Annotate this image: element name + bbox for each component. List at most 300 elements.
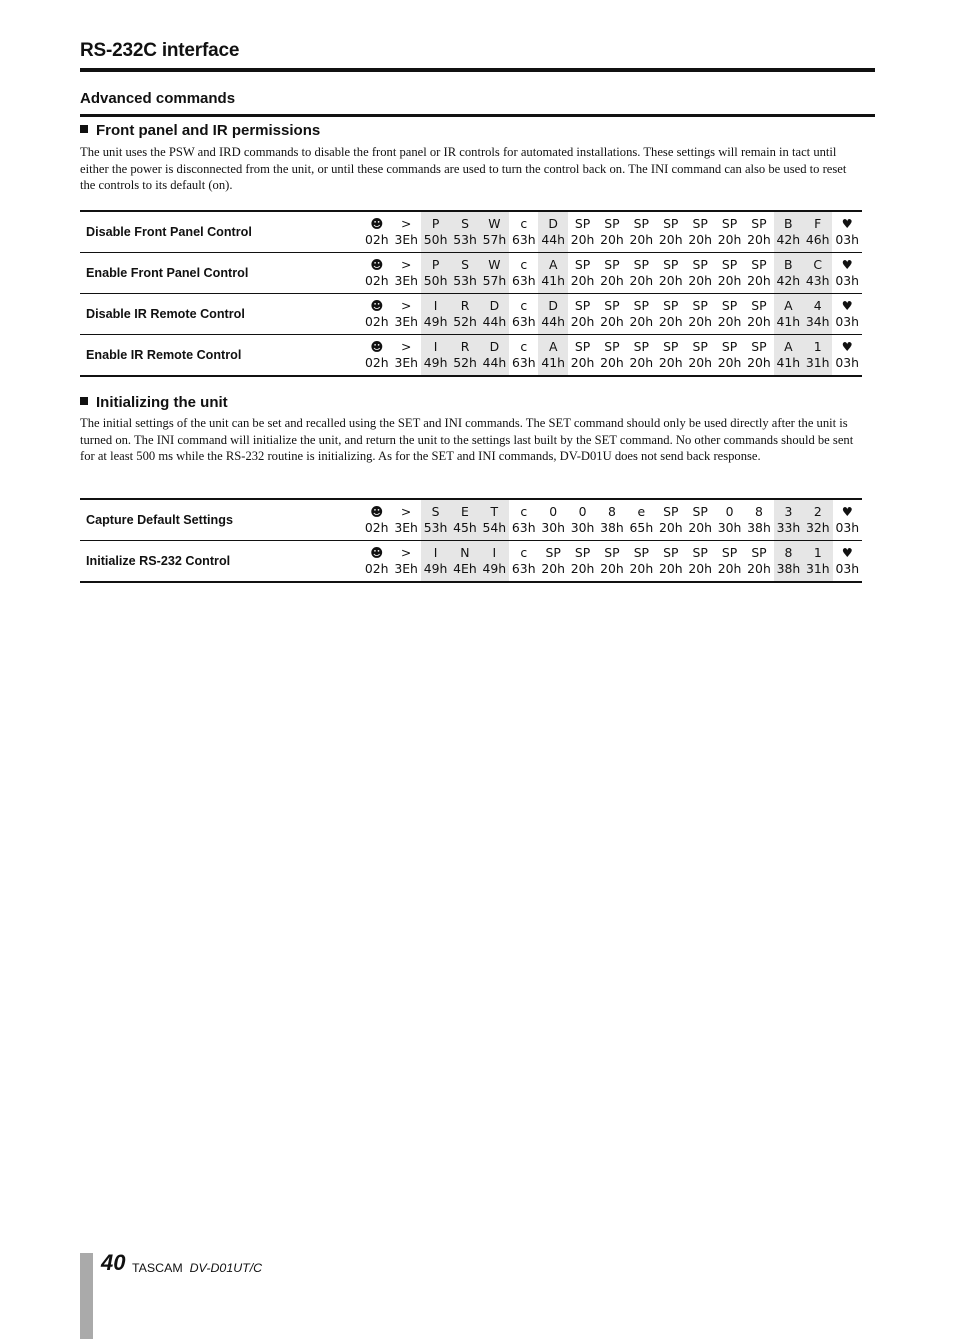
byte-cell: [685, 541, 714, 583]
byte-hex: 41h: [541, 355, 565, 370]
byte-hex: 02h: [365, 314, 389, 329]
byte-cell: [774, 253, 803, 294]
byte-char: 0: [725, 504, 734, 519]
byte-cell: [480, 211, 509, 253]
byte-char: I: [492, 545, 497, 560]
command-label: Enable IR Remote Control: [86, 348, 242, 362]
byte-cell: [392, 335, 421, 377]
byte-char: SP: [663, 298, 679, 313]
byte-char: ☻: [370, 257, 384, 272]
byte-cell: [685, 211, 714, 253]
byte-char: ☻: [370, 339, 384, 354]
section-rule: [80, 114, 875, 117]
byte-hex: 20h: [570, 561, 595, 576]
byte-char: c: [520, 257, 528, 272]
byte-hex: 3Eh: [394, 314, 419, 329]
byte-char: D: [489, 339, 500, 354]
byte-char: SP: [574, 545, 591, 560]
byte-char: B: [784, 216, 793, 231]
byte-char: SP: [721, 257, 738, 272]
byte-hex: 34h: [805, 314, 830, 329]
byte-cell: [509, 211, 538, 253]
byte-hex: 20h: [688, 232, 712, 247]
byte-char: >: [401, 216, 412, 231]
byte-cell: [568, 541, 597, 583]
byte-char: SP: [663, 504, 679, 519]
byte-cell: [421, 335, 450, 377]
command-row: [80, 499, 862, 541]
byte-char: SP: [721, 216, 738, 231]
byte-hex: 20h: [747, 561, 771, 576]
front-panel-paragraph: The unit uses the PSW and IRD commands to disable the front panel or IR controls for automated installations. These settings will remain in tact until either the power is disconnected from the unit, or until these commands are used to turn the control back on. The INI command can also be used to reset the controls to its default (on).: [80, 145, 847, 193]
byte-hex: 20h: [629, 314, 654, 329]
byte-char: SP: [633, 545, 650, 560]
command-label: Initialize RS-232 Control: [86, 554, 231, 568]
command-row: [80, 335, 862, 377]
byte-hex: 44h: [482, 314, 507, 329]
byte-cell: [685, 253, 714, 294]
byte-cell: [627, 211, 656, 253]
byte-char: SP: [751, 545, 767, 560]
byte-cell: [832, 294, 862, 335]
byte-char: ☻: [370, 545, 384, 560]
byte-cell: [421, 499, 450, 541]
byte-cell: [744, 294, 773, 335]
byte-char: ♥: [841, 504, 853, 519]
byte-char: SP: [574, 257, 591, 272]
byte-char: N: [460, 545, 470, 560]
byte-hex: 42h: [776, 273, 801, 288]
byte-cell: [715, 335, 744, 377]
byte-hex: 30h: [570, 520, 595, 535]
byte-cell: [362, 294, 391, 335]
byte-cell: [568, 335, 597, 377]
byte-char: F: [814, 216, 822, 231]
byte-cell: [656, 499, 685, 541]
byte-char: SP: [692, 298, 708, 313]
byte-hex: 03h: [835, 561, 860, 576]
byte-char: SP: [751, 298, 767, 313]
byte-cell: [774, 335, 803, 377]
byte-char: 3: [784, 504, 793, 519]
byte-hex: 20h: [658, 561, 683, 576]
byte-hex: 44h: [541, 232, 565, 247]
byte-cell: [832, 335, 862, 377]
model-name: DV-D01UT/C: [189, 1261, 263, 1275]
byte-cell: [509, 499, 538, 541]
byte-char: ♥: [841, 216, 853, 231]
byte-hex: 20h: [570, 273, 595, 288]
byte-hex: 20h: [747, 232, 771, 247]
command-row: [80, 294, 862, 335]
byte-hex: 03h: [835, 520, 860, 535]
byte-char: C: [813, 257, 823, 272]
byte-char: SP: [692, 545, 708, 560]
bullet-square-icon: [80, 397, 88, 405]
byte-char: A: [784, 298, 793, 313]
byte-char: SP: [545, 545, 561, 560]
byte-hex: 57h: [482, 232, 507, 247]
byte-char: SP: [692, 216, 708, 231]
byte-char: SP: [721, 298, 738, 313]
byte-char: S: [431, 504, 440, 519]
byte-hex: 20h: [747, 314, 771, 329]
byte-char: SP: [574, 298, 591, 313]
byte-char: SP: [604, 298, 620, 313]
byte-char: A: [784, 339, 793, 354]
byte-cell: [803, 211, 832, 253]
byte-hex: 20h: [629, 273, 654, 288]
footer-bar: [80, 1253, 93, 1339]
byte-cell: [509, 294, 538, 335]
byte-cell: [450, 294, 479, 335]
byte-char: R: [460, 339, 470, 354]
byte-hex: 42h: [776, 232, 801, 247]
byte-hex: 44h: [541, 314, 565, 329]
byte-cell: [450, 211, 479, 253]
byte-char: SP: [604, 216, 620, 231]
byte-hex: 20h: [600, 355, 624, 370]
byte-char: c: [520, 545, 528, 560]
byte-hex: 4Eh: [453, 561, 477, 576]
byte-cell: [744, 211, 773, 253]
byte-cell: [362, 499, 391, 541]
byte-cell: [597, 211, 626, 253]
byte-hex: 32h: [805, 520, 830, 535]
byte-cell: [568, 499, 597, 541]
byte-char: ♥: [841, 257, 853, 272]
byte-hex: 20h: [600, 561, 624, 576]
byte-char: E: [461, 504, 469, 519]
byte-char: SP: [604, 545, 620, 560]
byte-hex: 57h: [482, 273, 507, 288]
byte-char: T: [490, 504, 499, 519]
byte-char: >: [401, 339, 412, 354]
byte-char: e: [637, 504, 646, 519]
command-row: [80, 541, 862, 583]
byte-hex: 20h: [688, 561, 712, 576]
byte-cell: [392, 294, 421, 335]
byte-hex: 54h: [482, 520, 507, 535]
byte-hex: 02h: [365, 273, 389, 288]
byte-char: P: [431, 257, 440, 272]
page-number: 40: [101, 1250, 126, 1275]
byte-cell: [627, 335, 656, 377]
byte-char: c: [520, 298, 528, 313]
footer-brand: [132, 1261, 262, 1275]
byte-hex: 41h: [776, 314, 801, 329]
byte-cell: [509, 253, 538, 294]
byte-cell: [568, 253, 597, 294]
byte-cell: [774, 499, 803, 541]
byte-hex: 20h: [570, 232, 595, 247]
byte-cell: [656, 294, 685, 335]
command-label: Disable Front Panel Control: [86, 225, 252, 239]
byte-char: W: [488, 216, 501, 231]
byte-cell: [480, 294, 509, 335]
byte-hex: 20h: [747, 355, 771, 370]
byte-hex: 03h: [835, 232, 859, 247]
byte-hex: 49h: [423, 314, 448, 329]
byte-cell: [832, 253, 862, 294]
byte-char: ☻: [370, 504, 384, 519]
byte-char: c: [520, 216, 528, 231]
byte-hex: 3Eh: [394, 355, 419, 370]
byte-char: 0: [578, 504, 587, 519]
byte-char: 1: [813, 545, 822, 560]
initializing-heading-text: Initializing the unit: [96, 394, 228, 411]
byte-cell: [833, 499, 863, 541]
section-title: Advanced commands: [80, 90, 236, 107]
byte-char: S: [461, 257, 469, 272]
byte-cell: [421, 541, 450, 583]
byte-hex: 63h: [511, 520, 536, 535]
byte-hex: 20h: [658, 355, 683, 370]
command-label: Capture Default Settings: [86, 513, 233, 527]
byte-cell: [685, 335, 714, 377]
byte-hex: 20h: [688, 355, 712, 370]
byte-char: SP: [663, 545, 679, 560]
byte-cell: [833, 541, 863, 583]
byte-char: SP: [574, 216, 591, 231]
byte-cell: [627, 253, 656, 294]
byte-hex: 31h: [805, 355, 830, 370]
byte-char: SP: [751, 257, 767, 272]
byte-hex: 20h: [541, 561, 565, 576]
byte-hex: 63h: [511, 355, 536, 370]
byte-char: SP: [663, 216, 679, 231]
byte-char: SP: [574, 339, 591, 354]
byte-char: SP: [751, 216, 767, 231]
byte-cell: [480, 253, 509, 294]
byte-char: ☻: [370, 216, 384, 231]
byte-cell: [685, 499, 714, 541]
byte-cell: [597, 541, 626, 583]
byte-hex: 41h: [541, 273, 565, 288]
byte-hex: 03h: [835, 355, 859, 370]
byte-cell: [568, 294, 597, 335]
byte-cell: [421, 211, 450, 253]
byte-hex: 20h: [600, 232, 624, 247]
byte-hex: 20h: [688, 314, 712, 329]
byte-hex: 46h: [805, 232, 830, 247]
byte-char: SP: [633, 216, 650, 231]
initializing-paragraph: The initial settings of the unit can be set and recalled using the SET and INI commands. The SET command should only be used directly after the unit is turned on. The INI command will initialize the unit, and return the unit to the settings last built by the SET command. No other commands should be sent for at least 500 ms while the RS-232 routine is initializing. As for the SET and INI commands, DV-D01U does not send back response.: [80, 416, 854, 464]
byte-char: SP: [663, 257, 679, 272]
byte-hex: 38h: [776, 561, 801, 576]
byte-hex: 20h: [658, 314, 683, 329]
byte-hex: 02h: [365, 355, 389, 370]
byte-hex: 33h: [776, 520, 801, 535]
byte-hex: 03h: [835, 273, 859, 288]
byte-hex: 63h: [511, 314, 536, 329]
byte-char: 0: [549, 504, 558, 519]
byte-hex: 65h: [629, 520, 654, 535]
byte-hex: 20h: [717, 314, 742, 329]
byte-char: ♥: [841, 545, 853, 560]
byte-hex: 49h: [423, 561, 448, 576]
byte-cell: [568, 211, 597, 253]
byte-hex: 45h: [453, 520, 477, 535]
byte-cell: [715, 499, 744, 541]
byte-hex: 52h: [453, 314, 477, 329]
front-panel-heading: [80, 122, 320, 139]
byte-cell: [450, 253, 479, 294]
byte-hex: 20h: [600, 314, 624, 329]
byte-cell: [450, 541, 479, 583]
byte-cell: [656, 541, 685, 583]
byte-cell: [421, 294, 450, 335]
byte-hex: 20h: [658, 273, 683, 288]
byte-char: SP: [633, 257, 650, 272]
byte-hex: 20h: [629, 355, 654, 370]
byte-cell: [538, 253, 567, 294]
byte-hex: 30h: [541, 520, 565, 535]
byte-cell: [391, 541, 420, 583]
byte-char: D: [489, 298, 500, 313]
byte-hex: 3Eh: [394, 273, 419, 288]
byte-cell: [480, 499, 509, 541]
byte-char: 2: [813, 504, 822, 519]
byte-cell: [774, 211, 803, 253]
byte-char: A: [548, 257, 558, 272]
byte-char: 8: [608, 504, 616, 519]
initializing-heading: [80, 394, 228, 411]
byte-hex: 02h: [365, 232, 389, 247]
byte-cell: [391, 499, 420, 541]
byte-cell: [803, 541, 832, 583]
byte-char: D: [548, 298, 558, 313]
byte-char: ♥: [841, 339, 853, 354]
byte-char: 8: [755, 504, 763, 519]
byte-hex: 43h: [805, 273, 830, 288]
byte-cell: [597, 294, 626, 335]
byte-cell: [715, 253, 744, 294]
byte-cell: [803, 499, 832, 541]
byte-cell: [832, 211, 862, 253]
byte-char: SP: [633, 339, 650, 354]
byte-hex: 02h: [364, 520, 389, 535]
byte-char: >: [400, 545, 412, 560]
byte-cell: [538, 211, 567, 253]
byte-cell: [803, 335, 832, 377]
byte-cell: [538, 294, 567, 335]
byte-hex: 20h: [688, 520, 712, 535]
byte-cell: [597, 253, 626, 294]
byte-hex: 52h: [453, 355, 477, 370]
byte-cell: [392, 253, 421, 294]
byte-char: I: [433, 298, 438, 313]
byte-hex: 53h: [423, 520, 448, 535]
byte-char: A: [548, 339, 558, 354]
byte-char: B: [784, 257, 793, 272]
byte-char: I: [433, 339, 438, 354]
byte-char: R: [460, 298, 470, 313]
byte-char: W: [488, 257, 501, 272]
byte-hex: 02h: [364, 561, 389, 576]
byte-hex: 49h: [423, 355, 448, 370]
byte-char: c: [520, 504, 528, 519]
byte-char: SP: [751, 339, 767, 354]
byte-cell: [656, 253, 685, 294]
byte-cell: [715, 211, 744, 253]
bullet-square-icon: [80, 125, 88, 133]
byte-hex: 20h: [688, 273, 712, 288]
byte-hex: 38h: [747, 520, 771, 535]
byte-hex: 30h: [717, 520, 742, 535]
byte-cell: [538, 541, 567, 583]
front-panel-command-table: [80, 210, 862, 377]
byte-cell: [744, 253, 773, 294]
byte-cell: [744, 335, 773, 377]
byte-hex: 50h: [423, 273, 448, 288]
byte-hex: 49h: [482, 561, 507, 576]
byte-char: c: [520, 339, 528, 354]
byte-char: 1: [813, 339, 822, 354]
byte-cell: [774, 541, 803, 583]
byte-cell: [362, 211, 391, 253]
initializing-command-table: [80, 498, 862, 583]
byte-char: D: [548, 216, 558, 231]
byte-cell: [627, 541, 656, 583]
byte-hex: 3Eh: [394, 520, 418, 535]
byte-cell: [450, 335, 479, 377]
byte-cell: [685, 294, 714, 335]
byte-cell: [744, 499, 773, 541]
byte-char: S: [461, 216, 469, 231]
byte-cell: [509, 335, 538, 377]
byte-cell: [744, 541, 773, 583]
byte-hex: 20h: [570, 314, 595, 329]
byte-cell: [538, 499, 567, 541]
byte-hex: 50h: [423, 232, 448, 247]
byte-cell: [803, 294, 832, 335]
byte-char: SP: [604, 257, 620, 272]
byte-char: 8: [784, 545, 793, 560]
byte-cell: [715, 294, 744, 335]
byte-cell: [715, 541, 744, 583]
command-row: [80, 253, 862, 294]
byte-hex: 63h: [511, 232, 536, 247]
byte-hex: 20h: [717, 232, 742, 247]
byte-hex: 20h: [600, 273, 624, 288]
byte-char: >: [400, 504, 412, 519]
byte-cell: [392, 211, 421, 253]
byte-hex: 53h: [453, 232, 477, 247]
byte-hex: 31h: [805, 561, 830, 576]
byte-hex: 53h: [453, 273, 477, 288]
byte-cell: [538, 335, 567, 377]
byte-hex: 20h: [717, 355, 742, 370]
byte-cell: [627, 294, 656, 335]
byte-char: 4: [813, 298, 822, 313]
byte-char: SP: [721, 339, 738, 354]
byte-char: ♥: [841, 298, 853, 313]
byte-hex: 20h: [658, 520, 683, 535]
title-rule: [80, 68, 875, 72]
command-label: Enable Front Panel Control: [86, 266, 249, 280]
page-title: RS-232C interface: [80, 40, 240, 61]
byte-hex: 3Eh: [394, 232, 419, 247]
byte-char: SP: [721, 545, 738, 560]
byte-cell: [509, 541, 538, 583]
byte-char: I: [433, 545, 438, 560]
byte-hex: 20h: [658, 232, 683, 247]
byte-char: SP: [692, 257, 708, 272]
byte-hex: 03h: [835, 314, 859, 329]
byte-cell: [480, 335, 509, 377]
byte-hex: 20h: [629, 232, 654, 247]
